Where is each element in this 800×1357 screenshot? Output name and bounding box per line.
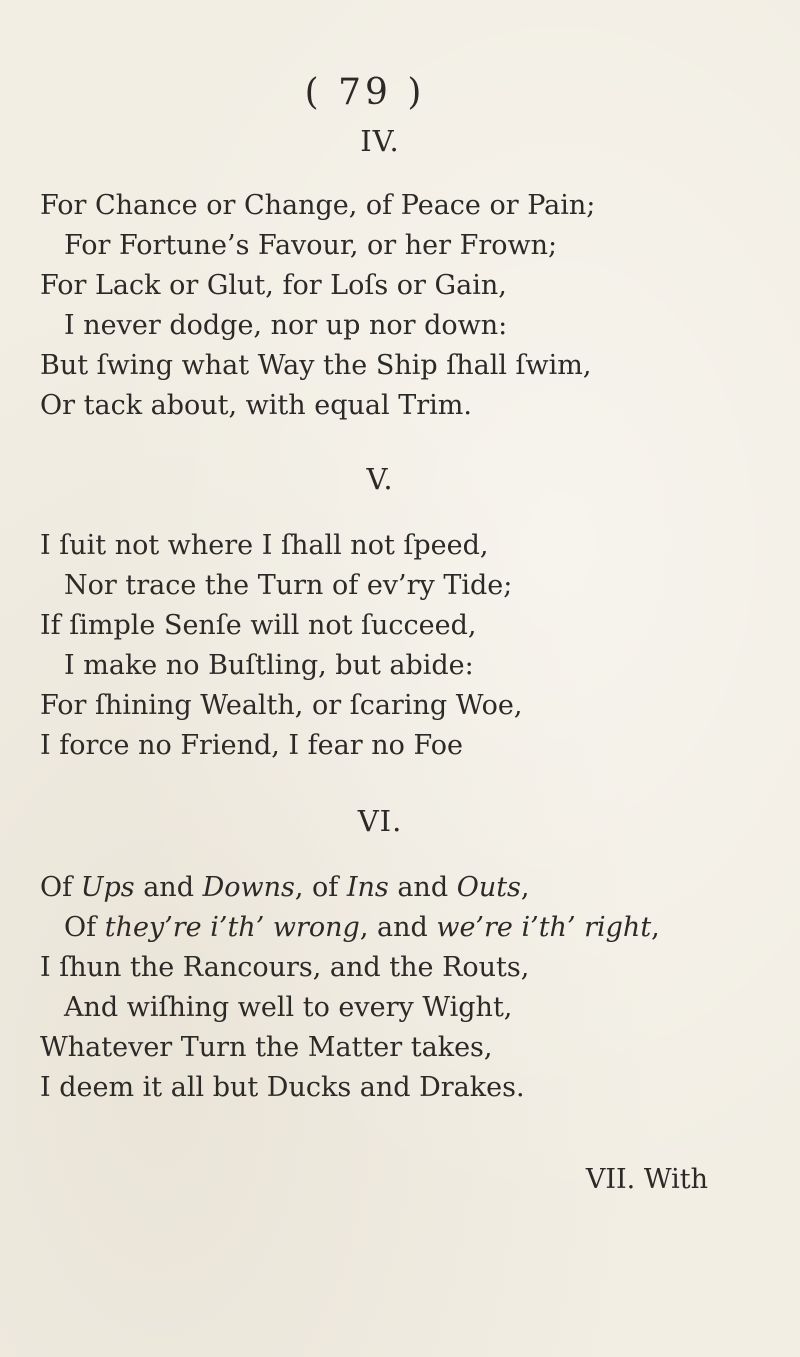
italic-ups: Ups <box>80 872 135 903</box>
stanza-number-iv: IV. <box>360 124 400 158</box>
catchword: VII. With <box>585 1164 708 1195</box>
stanza-vi-line-2 <box>64 910 660 946</box>
stanza-v-line-5: For ſhining Wealth, or ſcaring Woe, <box>40 690 523 721</box>
text-segment: and <box>388 872 457 903</box>
text-segment: , of <box>294 872 347 903</box>
italic-ins: Ins <box>346 872 389 903</box>
stanza-v-line-4: I make no Buſtling, but abide: <box>64 650 474 681</box>
stanza-iv-line-6: Or tack about, with equal Trim. <box>40 390 472 421</box>
text-segment: Of <box>64 912 105 943</box>
stanza-v-line-3: If ſimple Senſe will not ſucceed, <box>40 610 477 641</box>
stanza-iv-line-5: But ſwing what Way the Ship ſhall ſwim, <box>40 350 592 381</box>
text-segment: and <box>134 872 203 903</box>
stanza-iv-line-1: For Chance or Change, of Peace or Pain; <box>40 190 596 221</box>
text-segment: , and <box>359 912 437 943</box>
stanza-vi-line-4: And wiſhing well to every Wight, <box>64 992 513 1023</box>
stanza-vi-line-3: I ſhun the Rancours, and the Routs, <box>40 952 530 983</box>
stanza-v-line-6: I force no Friend, I fear no Foe <box>40 730 463 761</box>
stanza-v-line-1: I ſuit not where I ſhall not ſpeed, <box>40 530 489 561</box>
text-segment: , <box>520 872 530 903</box>
italic-theyre-wrong: they’re i’th’ wrong <box>104 912 360 943</box>
italic-were-right: we’re i’th’ right <box>436 912 652 943</box>
italic-downs: Downs <box>202 872 295 903</box>
italic-outs: Outs <box>456 872 521 903</box>
text-segment: Of <box>40 872 81 903</box>
stanza-iv-line-4: I never dodge, nor up nor down: <box>64 310 508 341</box>
page-number: ( 79 ) <box>304 72 426 113</box>
stanza-iv-line-3: For Lack or Glut, for Loſs or Gain, <box>40 270 507 301</box>
stanza-vi-line-5: Whatever Turn the Matter takes, <box>40 1032 493 1063</box>
stanza-vi-line-1 <box>40 870 530 906</box>
text-segment: , <box>651 912 660 943</box>
stanza-v-line-2: Nor trace the Turn of ev’ry Tide; <box>64 570 513 601</box>
stanza-number-vi: VI. <box>357 804 403 838</box>
stanza-iv-line-2: For Fortune’s Favour, or her Frown; <box>64 230 558 261</box>
stanza-vi-line-6: I deem it all but Ducks and Drakes. <box>40 1072 525 1103</box>
stanza-number-v: V. <box>366 462 394 496</box>
